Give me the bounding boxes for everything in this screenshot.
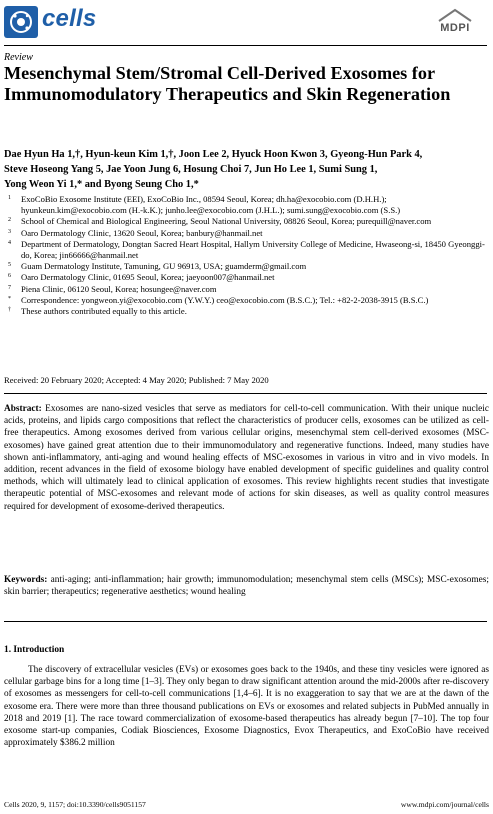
mdpi-roof-icon [433, 8, 477, 22]
affiliation-item: 4 Department of Dermatology, Dongtan Sacred Heart Hospital, Hallym University College of Medicine, Hwaseong-si, 18450 Gyeonggi-do, Korea; jin66666@hanmail.net [8, 238, 485, 261]
affiliation-item: 2 School of Chemical and Biological Engineering, Seoul National University, 08826 Seoul, Korea; purequill@naver.com [8, 216, 432, 227]
correspondence-item: * Correspondence: yongweon.yi@exocobio.com (Y.W.Y.) ceo@exocobio.com (B.S.C.); Tel.: +82-2-2038-3915 (B.S.C.) [8, 294, 429, 305]
journal-header [0, 0, 493, 44]
equal-contribution-note: † These authors contributed equally to this article. [8, 306, 187, 317]
intro-divider [4, 621, 487, 622]
section-heading: 1. Introduction [4, 645, 65, 655]
journal-url-link[interactable]: www.mdpi.com/journal/cells [400, 800, 489, 809]
affiliation-item: 3 Oaro Dermatology Clinic, 13620 Seoul, Korea; banbury@hanmail.net [8, 227, 263, 238]
abstract-label: Abstract: [4, 404, 42, 414]
keywords-text: anti-aging; anti-inflammation; hair growth; immunomodulation; mesenchymal stem cells (MSCs); MSC-exosomes; skin barrier; therapeutics; regenerative aesthetics; wound healing [4, 575, 489, 598]
author-line: Steve Hoseong Yang 5, Jae Yoon Jung 6, Hosung Choi 7, Jun Ho Lee 1, Sumi Sung 1, [4, 164, 378, 175]
affiliation-list [4, 194, 489, 317]
mdpi-logo [433, 8, 477, 38]
article-type: Review [4, 52, 33, 63]
author-line: Dae Hyun Ha 1,†, Hyun-keun Kim 1,†, Joon Lee 2, Hyuck Hoon Kwon 3, Gyeong-Hun Park 4, [4, 149, 423, 160]
author-line: Yong Weon Yi 1,* and Byong Seung Cho 1,* [4, 179, 199, 190]
journal-logo-icon [4, 6, 38, 38]
affiliation-item: 6 Oaro Dermatology Clinic, 01695 Seoul, Korea; jaeyoon007@hanmail.net [8, 272, 275, 283]
abstract-text: Exosomes are nano-sized vesicles that serve as mediators for cell-to-cell communication. With their unique nucleic acids, proteins, and lipids cargo compositions that reflect the characteristics of producer cells, exosomes can be utilized as cell-free therapeutics. Among exosomes derived from various cellular origins, mesenchymal stem cell-derived exosomes (MSC-exosomes) have gained great attention due to their immunomodulatory and regenerative functions. Indeed, many studies have shown anti-inflammatory, anti-aging and wound healing effects of MSC-exosomes in various in vitro and in vivo models. In addition, recent advances in the field of exosome biology have enabled development of specific guidelines and quality control methods, which will ultimately lead to clinical application of exosomes. This review highlights recent studies that investigate therapeutic potential of MSC-exosomes and relevant mode of actions for skin diseases, as well as quality control measures required for development of exosome-derived therapeutics. [4, 404, 490, 512]
affiliation-item: 5 Guam Dermatology Institute, Tamuning, GU 96913, USA; guamderm@gmail.com [8, 261, 307, 272]
intro-paragraph: The discovery of extracellular vesicles (EVs) or exosomes goes back to the 1940s, and these tiny vesicles were ignored as cellular garbage bins for a long time [1–3]. They only began to draw significant attention around the mid-2000s after re-discovery of exosomes as messengers for cell-to-cell communications [1,4–6]. It is no exaggeration to say that we are at the dawn of the exosome era. There were more than three thousand publications on EVs or exosomes and related subjects in PubMed annually in 2018 and 2019 [1]. The race toward commercialization of exosome-based therapeutics has already begun [7–10]. The top four exosome start-up companies, Codiak Biosciences, Exosome Diagnostics, Evox Therapeutics, and ExoCoBio have received approximately $386.2 million [4, 665, 489, 749]
paper-title: Mesenchymal Stem/Stromal Cell-Derived Exosomes for Immunomodulatory Therapeutics and Skin Regeneration [4, 63, 451, 104]
abstract-divider [4, 393, 487, 394]
mdpi-logo-text: MDPI [440, 22, 470, 34]
keywords-label: Keywords: [4, 575, 48, 585]
author-list [4, 147, 489, 192]
abstract [4, 403, 489, 513]
keywords [4, 574, 489, 598]
publication-dates: Received: 20 February 2020; Accepted: 4 May 2020; Published: 7 May 2020 [4, 375, 269, 385]
citation-doi[interactable]: Cells 2020, 9, 1157; doi:10.3390/cells9051157 [4, 800, 146, 809]
affiliation-item: 1 ExoCoBio Exosome Institute (EEI), ExoCoBio Inc., 08594 Seoul, Korea; dh.ha@exocobio.com (D.H.H.); hyunkeun.kim@exocobio.com (H.-k.K.); junho.lee@exocobio.com (J.H.L.); sumi.sung@exocobio.com (S.S.) [8, 194, 401, 216]
journal-name: cells [42, 5, 97, 32]
header-divider [4, 45, 487, 46]
affiliation-item: 7 Piena Clinic, 06120 Seoul, Korea; hosungee@naver.com [8, 283, 217, 294]
